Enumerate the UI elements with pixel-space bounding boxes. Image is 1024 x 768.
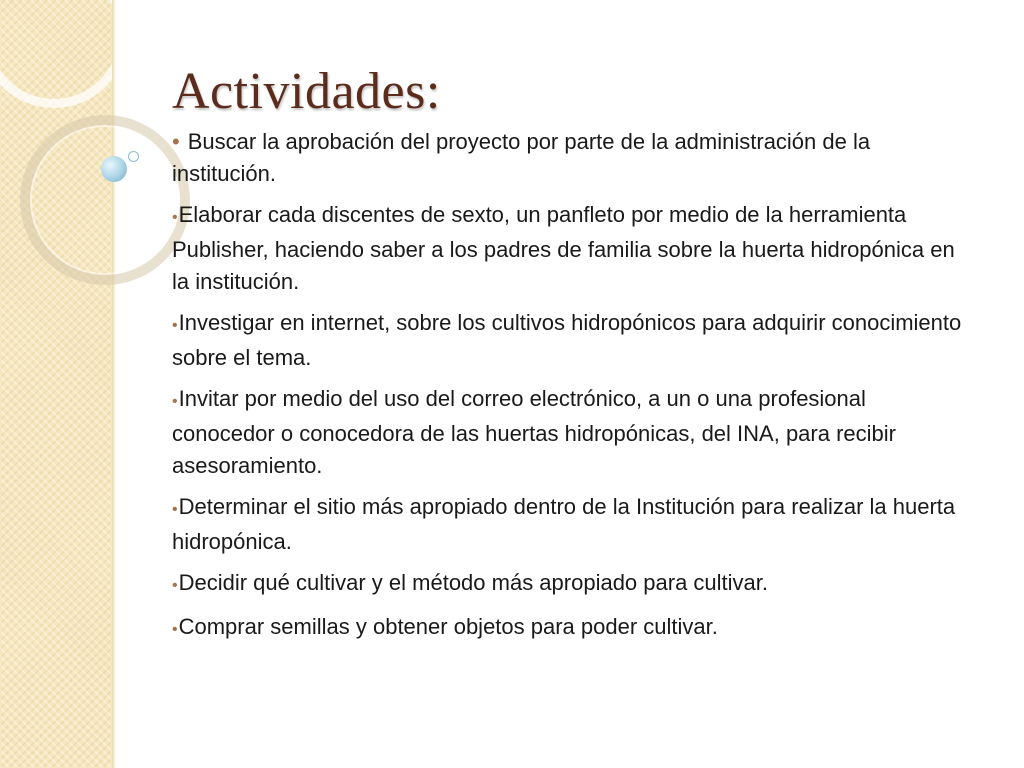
decorative-ring-top — [0, 0, 128, 108]
bullet-dot-icon: • — [172, 577, 178, 594]
bullet-item — [172, 307, 972, 374]
bullet-dot-icon: • — [172, 317, 178, 334]
decorative-bubble-small — [128, 151, 139, 162]
decorative-ring-middle — [20, 115, 190, 285]
bullet-dot-icon: • — [172, 501, 178, 518]
bullet-item — [172, 491, 972, 558]
bullet-text: Elaborar cada discentes de sexto, un panfleto por medio de la herramienta Publisher, haciendo saber a los padres de familia sobre la huerta hidropónica en la institución. — [172, 202, 955, 294]
bullet-item — [172, 199, 972, 298]
bullet-item — [172, 611, 972, 646]
bullet-dot-icon: • — [172, 129, 180, 154]
bullet-dot-icon: • — [172, 209, 178, 226]
bullet-item — [172, 383, 972, 482]
bullet-dot-icon: • — [172, 393, 178, 410]
bullet-item — [172, 567, 972, 602]
bullet-dot-icon: • — [172, 621, 178, 638]
bullet-text: Comprar semillas y obtener objetos para poder cultivar. — [178, 614, 718, 639]
bullet-text: Invitar por medio del uso del correo electrónico, a un o una profesional conocedor o conocedora de las huertas hidropónicas, del INA, para recibir asesoramiento. — [172, 386, 896, 478]
bullet-text: Buscar la aprobación del proyecto por parte de la administración de la institución. — [172, 129, 871, 186]
slide-title: Actividades: — [172, 63, 441, 120]
bullet-list — [172, 126, 972, 655]
bullet-text: Investigar en internet, sobre los cultivos hidropónicos para adquirir conocimiento sobre el tema. — [172, 310, 962, 370]
bullet-text: Determinar el sitio más apropiado dentro de la Institución para realizar la huerta hidropónica. — [172, 494, 956, 554]
bullet-item — [172, 126, 972, 190]
decorative-bubble-large — [101, 156, 127, 182]
bullet-text: Decidir qué cultivar y el método más apropiado para cultivar. — [178, 570, 769, 595]
